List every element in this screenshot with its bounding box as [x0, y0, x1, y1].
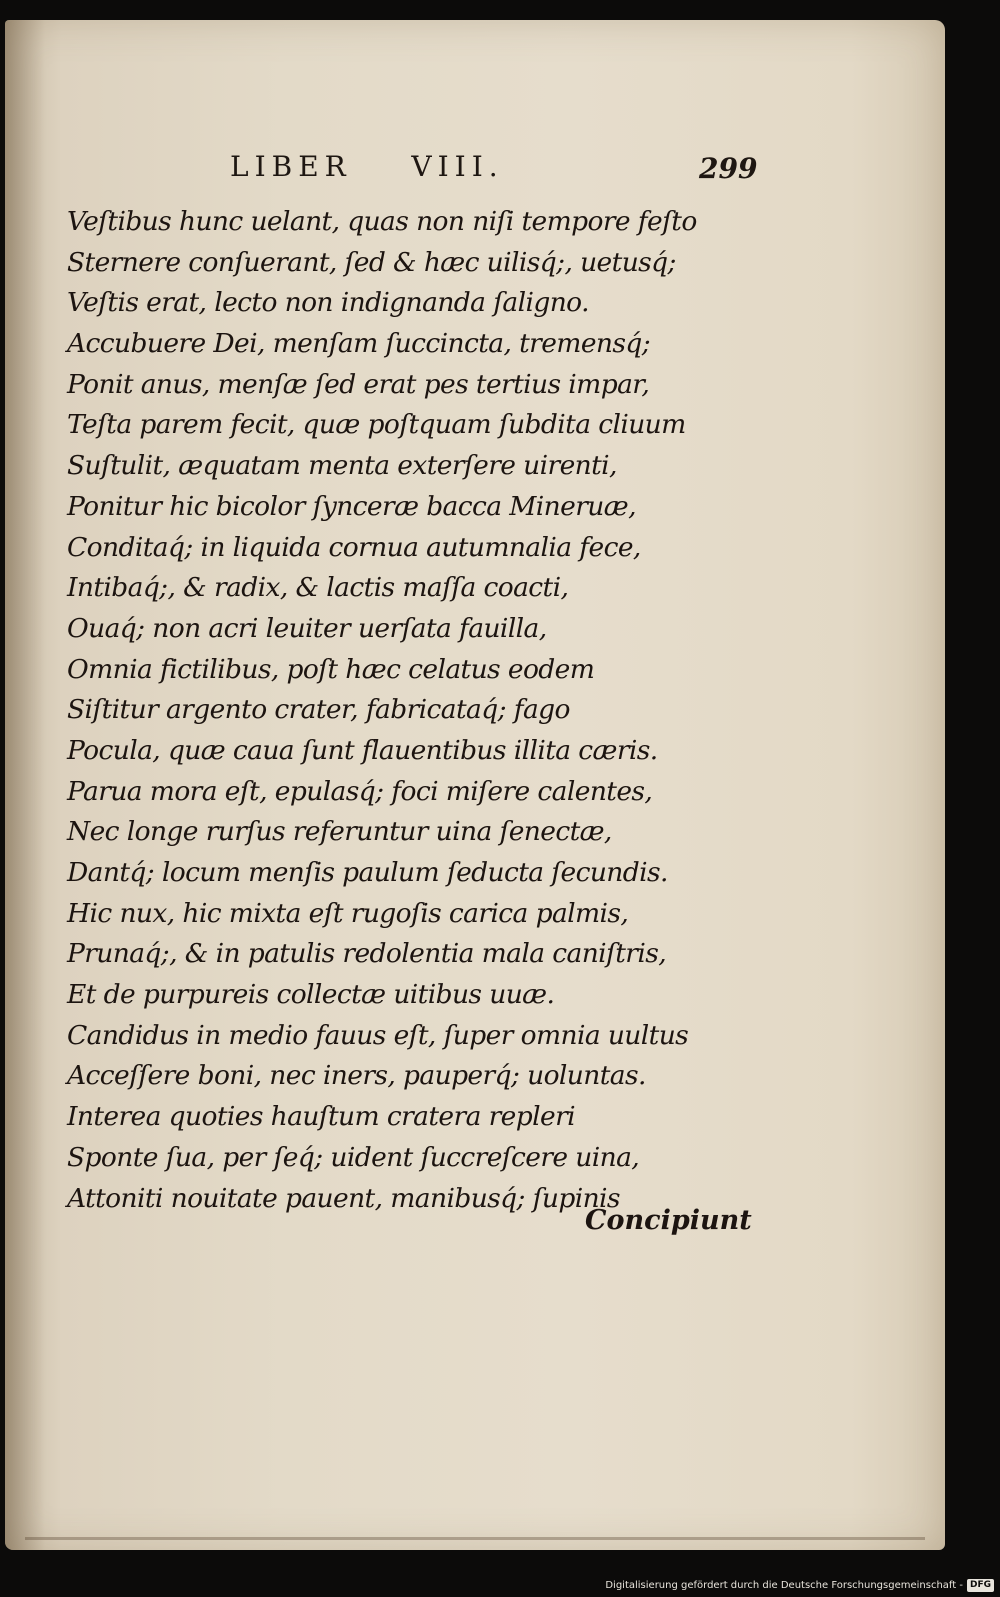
verse-line: Omnia fictilibus, poſt hæc celatus eodem: [67, 653, 595, 685]
dfg-logo: DFG: [967, 1579, 994, 1592]
running-head: LIBER VIII.: [230, 150, 504, 183]
verse-line: Hic nux, hic mixta eſt rugoſis carica palmis,: [67, 897, 629, 929]
verse-line: Veſtibus hunc uelant, quas non niſi tempore feſto: [67, 206, 697, 237]
verse-line: Sternere conſuerant, ſed & hæc uilisq́;, uetusq́;: [67, 246, 676, 278]
verse-line: Conditaq́; in liquida cornua autumnalia fece,: [67, 531, 641, 563]
page-number: 299: [699, 152, 758, 185]
digitization-credit: [605, 1576, 994, 1594]
verse-line: Interea quoties hauſtum cratera repleri: [67, 1101, 576, 1133]
verse-line: Sponte ſua, per ſeq́; uident ſuccreſcere uina,: [67, 1141, 640, 1173]
page-bottom-edge: [25, 1537, 925, 1540]
catchword: Concipiunt: [585, 1205, 752, 1236]
verse-line: Prunaq́;, & in patulis redolentia mala caniſtris,: [67, 938, 667, 970]
verse-line: Suſtulit, æquatam menta exterſere uirenti,: [67, 450, 617, 482]
verse-line: Attoniti nouitate pauent, manibusq́; ſupinis: [67, 1182, 620, 1214]
verse-line: Teſta parem fecit, quæ poſtquam ſubdita cliuum: [67, 409, 686, 441]
credit-text: Digitalisierung gefördert durch die Deutsche Forschungsgemeinschaft -: [605, 1579, 963, 1591]
page-gutter-shadow: [5, 20, 45, 1550]
verse-line: Parua mora eſt, epulasq́; foci miſere calentes,: [67, 775, 653, 807]
verse-line: Acceſſere boni, nec iners, pauperq́; uoluntas.: [67, 1060, 646, 1092]
verse-line: Dantq́; locum menſis paulum ſeducta ſecundis.: [67, 857, 668, 888]
verse-line: Accubuere Dei, menſam ſuccincta, tremensq́;: [67, 328, 651, 360]
book-page: [5, 20, 945, 1550]
verse-list: [67, 202, 697, 1219]
verse-line: Et de purpureis collectæ uitibus uuæ.: [67, 979, 555, 1011]
verse-line: Intibaq́;, & radix, & lactis maſſa coacti,: [67, 572, 569, 604]
verse-line: Candidus in medio fauus eſt, ſuper omnia uultus: [67, 1019, 689, 1051]
verse-line: Siſtitur argento crater, fabricataq́; fago: [67, 694, 570, 726]
verse-line: Ouaq́; non acri leuiter uerſata fauilla,: [67, 612, 547, 644]
verse-line: Ponitur hic bicolor ſynceræ bacca Mineruæ,: [67, 490, 636, 522]
verse-line: Ponit anus, menſæ ſed erat pes tertius impar,: [67, 368, 650, 400]
verse-line: Pocula, quæ caua ſunt flauentibus illita cæris.: [67, 734, 658, 766]
verse-line: Nec longe rurſus referuntur uina ſenectæ,: [67, 816, 612, 848]
verse-line: Veſtis erat, lecto non indignanda ſaligno.: [67, 287, 589, 319]
